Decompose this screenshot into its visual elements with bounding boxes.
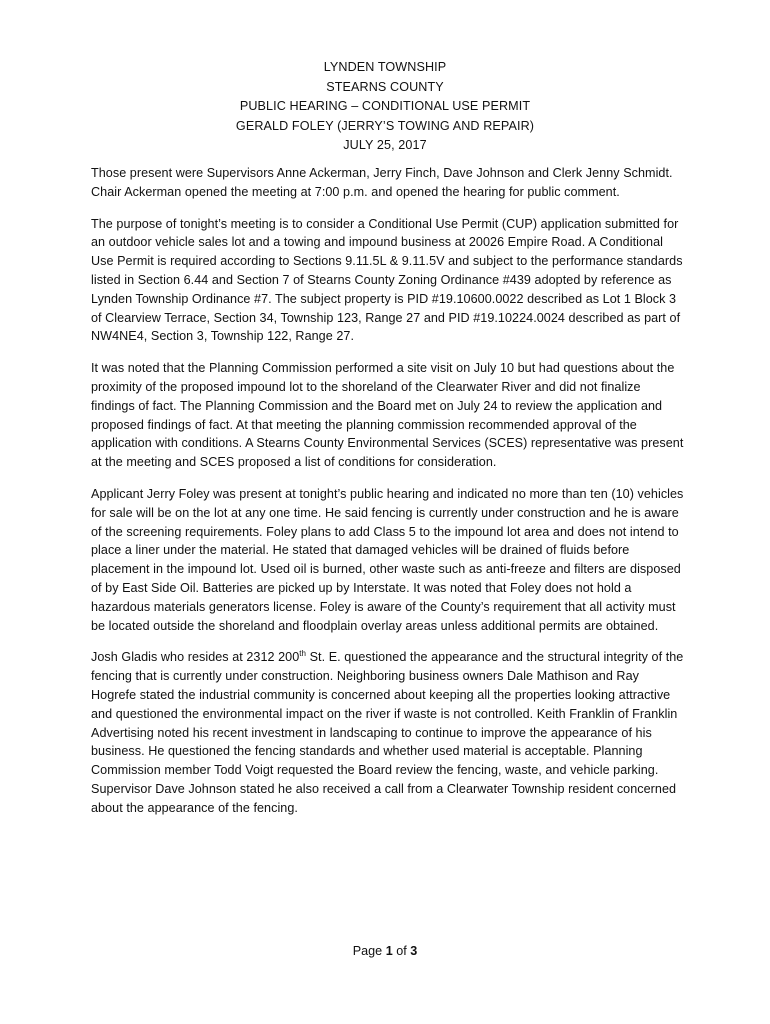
page-footer	[0, 942, 770, 960]
paragraph-planning-commission: It was noted that the Planning Commission performed a site visit on July 10 but had questions about the proximity of the proposed impound lot to the shoreland of the Clearwater River and did not finalize findings of fact. The Planning Commission and the Board met on July 24 to review the application and proposed findings of fact. At that meeting the planning commission recommended approval of the application with conditions. A Stearns County Environmental Services (SCES) representative was present at the meeting and SCES proposed a list of conditions for consideration.	[91, 361, 684, 470]
paragraph-applicant: Applicant Jerry Foley was present at tonight’s public hearing and indicated no more than ten (10) vehicles for sale will be on the lot at any one time. He said fencing is currently under construction and he is aware of the screening requirements. Foley plans to add Class 5 to the impound lot area and does not intend to place a liner under the material. He stated that damaged vehicles will be drained of fluids before placement in the impound lot. Used oil is burned, other waste such as anti-freeze and filters are disposed of by East Side Oil. Batteries are picked up by Interstate. It was noted that Foley does not hold a hazardous materials generators license. Foley is aware of the County’s requirement that all activity must be located outside the shoreland and floodplain overlay areas unless additional permits are obtained.	[91, 486, 684, 633]
page-label: Page	[352, 944, 386, 958]
header-county: STEARNS COUNTY	[326, 79, 444, 94]
paragraph-public-comment	[91, 648, 687, 817]
document-header	[0, 58, 770, 156]
paragraph-attendance: Those present were Supervisors Anne Ackerman, Jerry Finch, Dave Johnson and Clerk Jenny Schmidt. Chair Ackerman opened the meeting at 7:00 p.m. and opened the hearing for public comment.	[91, 166, 673, 199]
public-comment-text-start: Josh Gladis who resides at 2312 200	[91, 650, 300, 665]
header-hearing-title: PUBLIC HEARING – CONDITIONAL USE PERMIT	[239, 99, 531, 114]
document-body	[91, 164, 687, 831]
page-current-number: 1	[385, 944, 393, 958]
header-township: LYNDEN TOWNSHIP	[323, 60, 447, 74]
page-total-number: 3	[410, 944, 418, 958]
public-comment-text-rest: St. E. questioned the appearance and the structural integrity of the fencing that is currently under construction. Neighboring business owners Dale Mathison and Ray Hogrefe stated the industrial community is concerned about keeping all the properties looking attractive and questioned the environmental impact on the river if waste is not controlled. Keith Franklin of Franklin Advertising noted his recent investment in landscaping to continue to improve the appearance of his business. He questioned the fencing standards and whether used material is acceptable. Planning Commission member Todd Voigt requested the Board review the fencing, waste, and vehicle parking. Supervisor Dave Johnson stated he also received a call from a Clearwater Township resident concerned about the appearance of the fencing.	[91, 650, 684, 815]
header-date: JULY 25, 2017	[343, 138, 427, 153]
paragraph-purpose: The purpose of tonight’s meeting is to consider a Conditional Use Permit (CUP) application submitted for an outdoor vehicle sales lot and a towing and impound business at 20026 Empire Road. A Conditional Use Permit is required according to Sections 9.11.5L & 9.11.5V and subject to the performance standards listed in Section 6.44 and Section 7 of Stearns County Zoning Ordinance #439 adopted by reference as Lynden Township Ordinance #7. The subject property is PID #19.10600.0022 described as Lot 1 Block 3 of Clearview Terrace, Section 34, Township 123, Range 27 and PID #19.10224.0024 described as part of NW4NE4, Section 3, Township 122, Range 27.	[91, 216, 683, 344]
ordinal-superscript: th	[299, 649, 307, 659]
page-of-label: of	[392, 944, 411, 958]
header-applicant: GERALD FOLEY (JERRY’S TOWING AND REPAIR)	[235, 118, 535, 133]
